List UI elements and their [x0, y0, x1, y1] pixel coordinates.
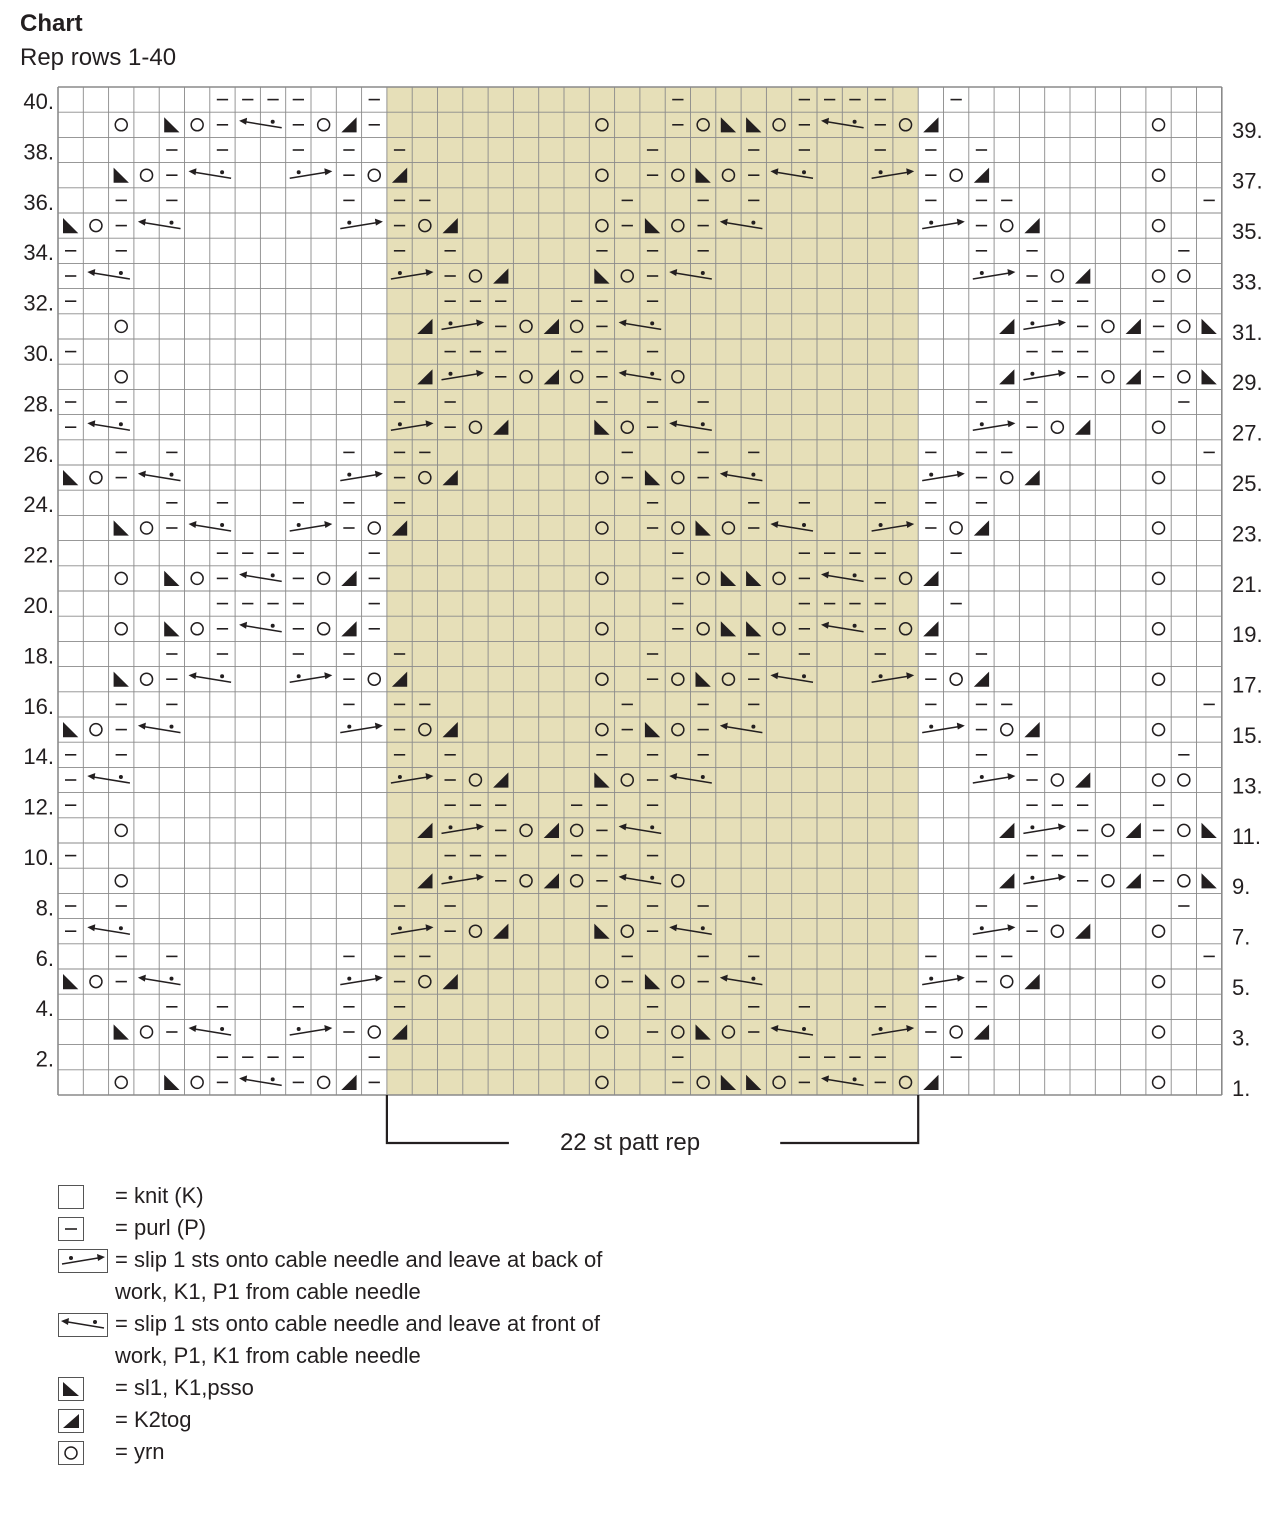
k2tog-symbol — [923, 621, 938, 636]
row-label-left: 8. — [35, 895, 54, 921]
ssk-symbol — [114, 520, 129, 535]
row-label-right: 33. — [1232, 269, 1263, 295]
legend-item-cable-right — [58, 1244, 615, 1308]
row-label-right: 25. — [1232, 471, 1263, 496]
row-label-right: 27. — [1232, 420, 1263, 446]
k2tog-symbol — [1024, 722, 1039, 737]
row-label-left: 22. — [23, 542, 54, 568]
k2tog-symbol — [999, 369, 1014, 384]
yrn-symbol — [1001, 976, 1013, 988]
repeat-label: 22 st patt rep — [559, 1129, 701, 1156]
row-label-right: 39. — [1232, 118, 1263, 144]
row-label-left: 34. — [23, 240, 54, 266]
yrn-symbol — [950, 522, 962, 534]
row-label-right: 11. — [1232, 823, 1261, 849]
row-label-left: 38. — [23, 139, 54, 165]
yrn-symbol — [950, 1026, 962, 1038]
cable-left-icon — [58, 1313, 108, 1337]
legend-text: = knit (K) — [115, 1183, 204, 1208]
ssk-symbol — [63, 722, 78, 737]
ssk-symbol — [63, 470, 78, 485]
yrn-symbol — [1153, 270, 1165, 282]
yrn-symbol — [1153, 673, 1165, 685]
row-label-left: 40. — [23, 89, 54, 114]
k2tog-symbol — [974, 1024, 989, 1039]
yrn-symbol — [1178, 824, 1190, 836]
k2tog-symbol — [974, 672, 989, 687]
yrn-symbol — [950, 169, 962, 181]
row-label-right: 35. — [1232, 219, 1263, 244]
k2tog-symbol — [999, 319, 1014, 334]
legend-text: = yrn — [115, 1439, 165, 1464]
yrn-symbol — [1153, 774, 1165, 786]
yrn-symbol — [115, 875, 127, 887]
yrn-symbol — [115, 1076, 127, 1088]
ssk-symbol — [114, 1024, 129, 1039]
legend-text: = slip 1 sts onto cable needle and leave at back of work, K1, P1 from cable needle — [115, 1247, 603, 1304]
k2tog-symbol — [341, 621, 356, 636]
k2tog-symbol — [999, 823, 1014, 838]
yrn-symbol — [318, 572, 330, 584]
row-label-left: 10. — [23, 845, 54, 870]
row-label-left: 26. — [23, 441, 54, 467]
yrn-symbol — [368, 169, 380, 181]
yrn-symbol — [141, 169, 153, 181]
yrn-symbol — [90, 724, 102, 736]
yrn-symbol — [115, 623, 127, 635]
legend-item-ssk — [58, 1372, 758, 1404]
yrn-symbol — [1153, 169, 1165, 181]
k2tog-symbol — [1024, 974, 1039, 989]
chart-title: Chart — [20, 10, 83, 37]
ssk-symbol — [1202, 823, 1217, 838]
ssk-symbol — [164, 117, 179, 132]
row-label-left: 6. — [35, 945, 54, 971]
k2tog-symbol — [974, 168, 989, 183]
row-label-right: 37. — [1232, 168, 1263, 194]
row-label-right: 9. — [1232, 874, 1251, 900]
ssk-symbol — [164, 571, 179, 586]
chart-subtitle: Rep rows 1-40 — [20, 44, 177, 71]
k2tog-symbol — [1075, 772, 1090, 787]
yrn-symbol — [1153, 1076, 1165, 1088]
yrn-symbol — [1051, 270, 1063, 282]
row-label-right: 3. — [1232, 1025, 1251, 1051]
k2tog-symbol — [974, 520, 989, 535]
row-label-right: 7. — [1232, 924, 1251, 950]
legend-text: = purl (P) — [115, 1215, 207, 1240]
legend-item-purl — [58, 1212, 758, 1244]
k2tog-symbol — [999, 873, 1014, 888]
yrn-symbol — [368, 1026, 380, 1038]
k2tog-symbol — [1024, 218, 1039, 233]
k2tog-symbol — [1075, 268, 1090, 283]
legend-item-yo — [58, 1436, 758, 1468]
yrn-symbol — [115, 320, 127, 332]
row-label-right: 15. — [1232, 723, 1263, 748]
yrn-symbol — [141, 673, 153, 685]
ssk-symbol — [114, 672, 129, 687]
yrn-symbol — [191, 623, 203, 635]
row-label-left: 16. — [23, 693, 54, 719]
yrn-symbol — [1153, 119, 1165, 131]
cable-right-icon — [58, 1249, 108, 1273]
k2tog-symbol — [341, 571, 356, 586]
k2tog-symbol — [341, 1075, 356, 1090]
yrn-symbol — [191, 572, 203, 584]
k2tog-symbol — [923, 1075, 938, 1090]
yrn-symbol — [1102, 824, 1114, 836]
ssk-symbol — [1202, 873, 1217, 888]
k2tog-symbol — [923, 117, 938, 132]
yrn-symbol — [1001, 220, 1013, 232]
row-label-left: 4. — [35, 996, 54, 1022]
row-label-right: 13. — [1232, 773, 1263, 799]
legend-item-k2tog — [58, 1404, 758, 1436]
k2tog-symbol — [923, 571, 938, 586]
knit-icon — [58, 1185, 84, 1209]
k2tog-symbol — [1126, 369, 1141, 384]
ssk-symbol — [164, 621, 179, 636]
yrn-symbol — [1102, 875, 1114, 887]
row-label-left: 28. — [23, 391, 54, 417]
k2tog-icon — [58, 1409, 84, 1433]
ssk-symbol — [63, 218, 78, 233]
yrn-symbol — [191, 1076, 203, 1088]
row-label-left: 12. — [23, 794, 54, 820]
legend-item-cable-left — [58, 1308, 615, 1372]
k2tog-symbol — [1024, 470, 1039, 485]
yrn-symbol — [115, 572, 127, 584]
row-label-right: 21. — [1232, 571, 1263, 597]
purl-icon — [58, 1217, 84, 1241]
yrn-symbol — [90, 220, 102, 232]
yrn-symbol — [1102, 371, 1114, 383]
row-label-right: 5. — [1232, 975, 1251, 1000]
yo-icon — [58, 1441, 84, 1465]
row-label-right: 31. — [1232, 319, 1263, 345]
yrn-symbol — [90, 472, 102, 484]
yrn-symbol — [1153, 925, 1165, 937]
legend-text: = slip 1 sts onto cable needle and leave at front of work, P1, K1 from cable needle — [115, 1311, 600, 1368]
row-label-right: 19. — [1232, 622, 1263, 648]
yrn-symbol — [1153, 1026, 1165, 1038]
yrn-symbol — [1153, 976, 1165, 988]
yrn-symbol — [318, 1076, 330, 1088]
k2tog-symbol — [1075, 924, 1090, 939]
yrn-symbol — [1153, 472, 1165, 484]
ssk-symbol — [63, 974, 78, 989]
yrn-symbol — [1001, 472, 1013, 484]
row-label-left: 14. — [23, 744, 54, 770]
ssk-symbol — [114, 168, 129, 183]
legend — [58, 1180, 758, 1468]
row-label-left: 30. — [23, 341, 54, 366]
row-label-left: 32. — [23, 290, 54, 316]
row-label-left: 2. — [35, 1046, 54, 1072]
legend-item-knit — [58, 1180, 758, 1212]
ssk-symbol — [1202, 319, 1217, 334]
ssk-icon — [58, 1377, 84, 1401]
k2tog-symbol — [1126, 823, 1141, 838]
yrn-symbol — [1153, 623, 1165, 635]
yrn-symbol — [141, 522, 153, 534]
legend-text: = sl1, K1,psso — [115, 1375, 254, 1400]
row-label-right: 23. — [1232, 521, 1263, 547]
yrn-symbol — [950, 673, 962, 685]
k2tog-symbol — [1126, 319, 1141, 334]
yrn-symbol — [368, 522, 380, 534]
yrn-symbol — [115, 824, 127, 836]
ssk-symbol — [164, 1075, 179, 1090]
row-label-left: 24. — [23, 492, 54, 518]
yrn-symbol — [191, 119, 203, 131]
row-label-right: 1. — [1232, 1075, 1251, 1101]
row-label-left: 20. — [23, 593, 54, 618]
yrn-symbol — [1153, 421, 1165, 433]
k2tog-symbol — [1126, 873, 1141, 888]
yrn-symbol — [1153, 572, 1165, 584]
yrn-symbol — [115, 371, 127, 383]
row-label-left: 36. — [23, 189, 54, 215]
yrn-symbol — [368, 673, 380, 685]
yrn-symbol — [1102, 320, 1114, 332]
yrn-symbol — [1153, 724, 1165, 736]
row-label-right: 29. — [1232, 370, 1263, 396]
row-label-right: 17. — [1232, 672, 1263, 698]
row-label-left: 18. — [23, 643, 54, 669]
yrn-symbol — [1178, 270, 1190, 282]
yrn-symbol — [1051, 925, 1063, 937]
yrn-symbol — [141, 1026, 153, 1038]
k2tog-symbol — [341, 117, 356, 132]
yrn-symbol — [1178, 774, 1190, 786]
yrn-symbol — [1178, 875, 1190, 887]
legend-text: = K2tog — [115, 1407, 192, 1432]
k2tog-symbol — [1075, 420, 1090, 435]
yrn-symbol — [1001, 724, 1013, 736]
yrn-symbol — [1051, 774, 1063, 786]
yrn-symbol — [1178, 371, 1190, 383]
yrn-symbol — [1153, 522, 1165, 534]
yrn-symbol — [318, 119, 330, 131]
ssk-symbol — [1202, 369, 1217, 384]
yrn-symbol — [1153, 220, 1165, 232]
yrn-symbol — [90, 976, 102, 988]
yrn-symbol — [1051, 421, 1063, 433]
yrn-symbol — [318, 623, 330, 635]
yrn-symbol — [1178, 320, 1190, 332]
yrn-symbol — [115, 119, 127, 131]
